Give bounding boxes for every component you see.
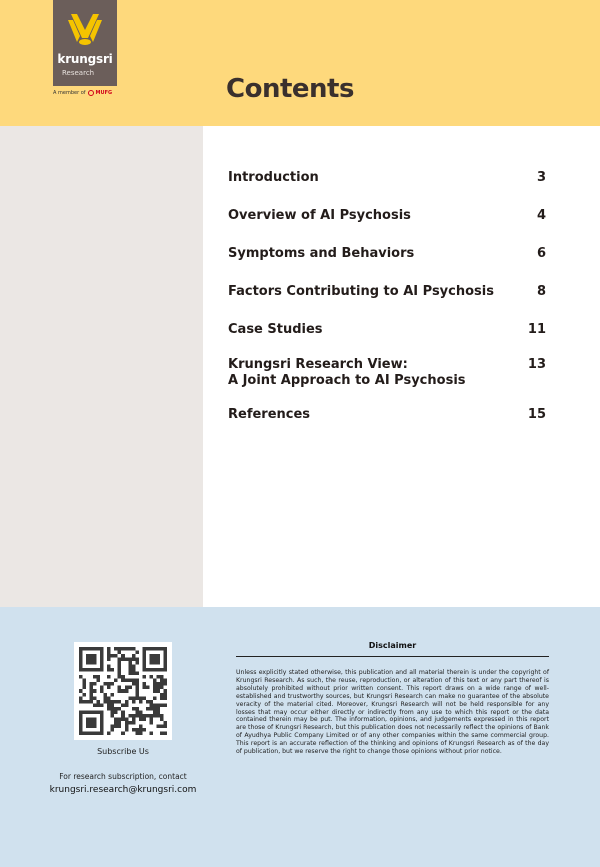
toc-page: 15: [527, 407, 546, 422]
member-of-mufg: [53, 90, 112, 96]
krungsri-emblem-icon: [66, 12, 104, 46]
disclaimer-text: Unless explicitly stated otherwise, this publication and all material therein is under the copyright of Krungsri Research. As such, the reuse, reproduction, or alteration of this text or any part thereof is absolutely prohibited without prior written consent. This report draws on a wide range of well-established and trustworthy sources, but Krungsri Research can make no guarantee of the absolute veracity of the material cited. Moreover, Krungsri Research will not be held responsible for any losses that may occur either directly or indirectly from any use to which this report or the data contained therein may be put. The information, opinions, and judgements expressed in this report are those of Krungsri Research, but this publication does not necessarily reflect the opinions of Bank of Ayudhya Public Company Limited or of any other companies within the same commercial group. This report is an accurate reflection of the thinking and opinions of Krungsri Research as of the day of publication, but we reserve the right to change those opinions without prior notice.: [236, 669, 549, 756]
toc-item-research-view[interactable]: [228, 357, 546, 389]
member-text: A member of: [53, 90, 86, 96]
brand-sub: Research: [62, 69, 95, 77]
toc-label: Case Studies: [228, 322, 323, 337]
toc-label: Krungsri Research View: A Joint Approach to AI Psychosis: [228, 357, 466, 388]
subscribe-label: Subscribe Us: [97, 747, 149, 756]
qr-code-icon: [79, 647, 167, 735]
toc-page: 3: [536, 170, 546, 185]
left-panel: [0, 126, 203, 607]
page-title: Contents: [226, 74, 354, 104]
toc-item-symptoms[interactable]: [228, 246, 546, 262]
contact-text: For research subscription, contact: [59, 772, 187, 781]
mufg-text: MUFG: [95, 90, 113, 96]
toc-item-overview[interactable]: [228, 208, 546, 224]
footer: [0, 607, 600, 867]
brand-name: krungsri: [57, 52, 113, 66]
toc-label: Symptoms and Behaviors: [228, 246, 415, 261]
contact-email-link[interactable]: krungsri.research@krungsri.com: [49, 785, 197, 795]
disclaimer-divider: [236, 656, 549, 657]
toc-item-references[interactable]: [228, 407, 546, 423]
toc-item-case-studies[interactable]: [228, 322, 546, 338]
header-band: [0, 0, 600, 126]
toc-page: 8: [536, 284, 546, 299]
toc-page: 4: [536, 208, 546, 223]
krungsri-logo[interactable]: [53, 0, 117, 86]
toc-label: Factors Contributing to AI Psychosis: [228, 284, 494, 299]
toc-page: 11: [527, 322, 546, 337]
mufg-icon: [88, 90, 94, 96]
toc-item-introduction[interactable]: [228, 170, 546, 186]
toc-label: Introduction: [228, 170, 319, 185]
disclaimer-title: Disclaimer: [368, 641, 417, 650]
toc-page: 6: [536, 246, 546, 261]
toc-page: 13: [527, 357, 546, 372]
toc-item-factors[interactable]: [228, 284, 546, 300]
subscribe-qr-code[interactable]: [74, 642, 172, 740]
toc-label: Overview of AI Psychosis: [228, 208, 411, 223]
toc-label: References: [228, 407, 311, 422]
